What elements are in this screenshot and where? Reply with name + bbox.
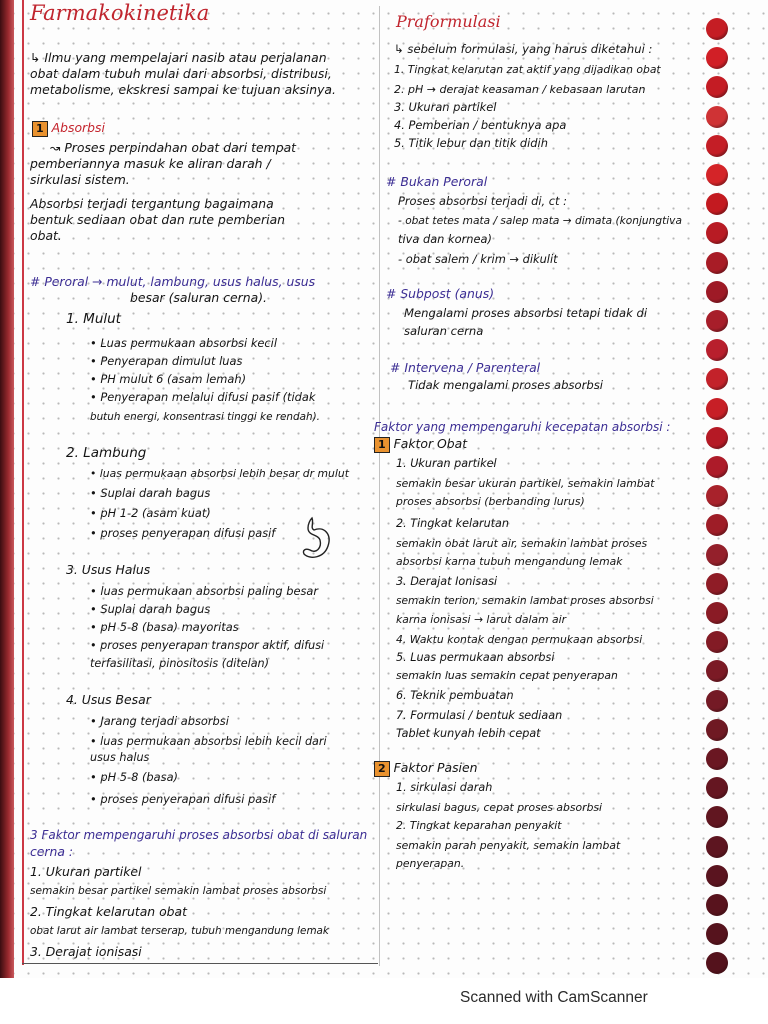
usus-halus-item: • Suplai darah bagus	[90, 602, 211, 616]
praformulasi-title: Praformulasi	[396, 12, 501, 31]
faktor3-line: 3. Derajat ionisasi	[30, 944, 142, 959]
lambung-item: • Suplai darah bagus	[90, 486, 211, 500]
faktor-obat-line: 1. Ukuran partikel	[396, 457, 497, 470]
faktor3-line: obat larut air lambat terserap, tubuh mengandung lemak	[30, 925, 329, 937]
absorbsi-line: sirkulasi sistem.	[30, 172, 130, 187]
binding-dot	[706, 836, 728, 858]
faktor-obat-line: 7. Formulasi / bentuk sediaan	[396, 709, 563, 722]
faktor-obat-line: 2. Tingkat kelarutan	[396, 517, 509, 530]
mulut-item: • Penyerapan melalui difusi pasif (tidak	[90, 390, 316, 404]
absorbsi-line: bentuk sediaan obat dan rute pemberian	[30, 212, 286, 227]
binding-dot	[706, 310, 728, 332]
usus-besar-item: • pH 5-8 (basa)	[90, 770, 178, 784]
page-binding-edge	[0, 0, 14, 978]
usus-besar-item: • luas permukaan absorbsi lebih kecil dari	[90, 735, 327, 748]
section-number-badge: 2	[374, 761, 390, 777]
usus-besar-title: 4. Usus Besar	[66, 692, 151, 707]
faktor-obat-line: absorbsi karna tubuh mengandung lemak	[396, 555, 623, 568]
lambung-title: 2. Lambung	[66, 445, 147, 461]
faktor-obat-line: 3. Derajat Ionisasi	[396, 575, 498, 588]
faktor-pasien-line: sirkulasi bagus, cepat proses absorbsi	[396, 801, 603, 814]
intro-line: metabolisme, ekskresi sampai ke tujuan aksinya.	[30, 82, 336, 97]
intro-line: ↳ Ilmu yang mempelajari nasib atau perjalanan	[30, 50, 327, 65]
mulut-title: 1. Mulut	[66, 311, 121, 327]
bukan-peroral-line: - obat tetes mata / salep mata → dimata (konjungtiva	[398, 215, 682, 227]
peroral-heading: # Peroral → mulut, lambung, usus halus, usus	[30, 274, 316, 289]
binding-dot	[706, 573, 728, 595]
faktor-obat-line: 4. Waktu kontak dengan permukaan absorbsi	[396, 633, 643, 646]
praformulasi-line: 2. pH → derajat keasaman / kebasaan larutan	[394, 83, 646, 96]
absorbsi-line: Absorbsi terjadi tergantung bagaimana	[30, 196, 274, 211]
faktor-obat-title: Faktor Obat	[393, 436, 468, 451]
subpost-line: Mengalami proses absorbsi tetapi tidak di	[404, 306, 648, 320]
bukan-peroral-line: tiva dan kornea)	[398, 232, 492, 246]
margin-rule	[22, 0, 24, 965]
absorbsi-title: Absorbsi	[51, 120, 105, 135]
faktor-pasien-line: penyerapan.	[396, 857, 465, 870]
bottom-rule	[22, 963, 378, 964]
binding-dot	[706, 660, 728, 682]
praformulasi-line: 3. Ukuran partikel	[394, 100, 497, 114]
mulut-item: • PH mulut 6 (asam lemah)	[90, 372, 247, 386]
faktor-obat-line: karna ionisasi → larut dalam air	[396, 613, 567, 626]
section-number-badge: 1	[32, 121, 48, 137]
faktor3-line: 2. Tingkat kelarutan obat	[30, 904, 187, 919]
usus-halus-item: • luas permukaan absorbsi paling besar	[90, 584, 319, 598]
praformulasi-line: 5. Titik lebur dan titik didih	[394, 136, 548, 150]
faktor-obat-heading	[374, 436, 467, 453]
usus-besar-item: • Jarang terjadi absorbsi	[90, 714, 229, 728]
faktor3-line: 1. Ukuran partikel	[30, 864, 142, 879]
lambung-item: • pH 1-2 (asam kuat)	[90, 506, 211, 520]
intro-line: obat dalam tubuh mulai dari absorbsi, distribusi,	[30, 66, 332, 81]
binding-dot	[706, 952, 728, 974]
binding-dot	[706, 514, 728, 536]
faktor-obat-line: proses absorbsi (berbanding lurus)	[396, 495, 585, 508]
center-divider	[379, 6, 380, 966]
usus-halus-item: terfasilitasi, pinositosis (ditelan)	[90, 657, 270, 670]
binding-dot	[706, 18, 728, 40]
binding-dot	[706, 281, 728, 303]
intervena-heading: # Intervena / Parenteral	[390, 360, 541, 375]
faktor3-heading-cont: cerna :	[30, 844, 74, 859]
binding-dot	[706, 719, 728, 741]
usus-halus-title: 3. Usus Halus	[66, 562, 151, 577]
absorbsi-heading	[32, 120, 105, 137]
faktor3-heading: 3 Faktor mempengaruhi proses absorbsi obat di saluran	[30, 828, 368, 842]
faktor-pasien-line: semakin parah penyakit, semakin lambat	[396, 839, 621, 852]
faktor-obat-line: 5. Luas permukaan absorbsi	[396, 651, 555, 664]
bukan-peroral-heading: # Bukan Peroral	[386, 174, 488, 189]
lambung-item: • proses penyerapan difusi pasif	[90, 526, 276, 540]
absorbsi-line: obat.	[30, 228, 62, 243]
binding-dot	[706, 631, 728, 653]
faktor-pasien-title: Faktor Pasien	[393, 760, 478, 775]
usus-besar-item: usus halus	[90, 751, 150, 764]
binding-dot	[706, 252, 728, 274]
binding-dot	[706, 164, 728, 186]
binding-dot	[706, 894, 728, 916]
binding-dot	[706, 47, 728, 69]
binding-dot	[706, 427, 728, 449]
binding-dot	[706, 106, 728, 128]
faktor-obat-line: semakin terion, semakin lambat proses absorbsi	[396, 595, 654, 607]
praformulasi-line: 1. Tingkat kelarutan zat aktif yang dijadikan obat	[394, 63, 661, 76]
faktor-pasien-heading	[374, 760, 477, 777]
usus-besar-item: • proses penyerapan difusi pasif	[90, 792, 276, 806]
binding-dot	[706, 923, 728, 945]
faktor-pasien-line: 2. Tingkat keparahan penyakit	[396, 819, 562, 832]
faktor-kecepatan-heading: Faktor yang mempengaruhi kecepatan absorbsi :	[374, 420, 671, 434]
binding-dot	[706, 368, 728, 390]
praformulasi-line: ↳ sebelum formulasi, yang harus diketahui :	[394, 42, 653, 56]
binding-dot	[706, 485, 728, 507]
praformulasi-line: 4. Pemberian / bentuknya apa	[394, 118, 567, 132]
faktor-obat-line: semakin besar ukuran partikel, semakin lambat	[396, 477, 655, 490]
binding-dot	[706, 398, 728, 420]
binding-dot	[706, 748, 728, 770]
faktor-obat-line: Tablet kunyah lebih cepat	[396, 727, 541, 740]
binding-dot	[706, 135, 728, 157]
bukan-peroral-line: Proses absorbsi terjadi di, ct :	[398, 194, 567, 208]
scanner-watermark: Scanned with CamScanner	[460, 989, 648, 1006]
binding-dot	[706, 456, 728, 478]
mulut-item: butuh energi, konsentrasi tinggi ke rendah).	[90, 411, 320, 423]
binding-dot	[706, 777, 728, 799]
intervena-line: Tidak mengalami proses absorbsi	[408, 378, 604, 392]
peroral-heading-cont: besar (saluran cerna).	[130, 290, 267, 305]
binding-dot	[706, 865, 728, 887]
faktor-pasien-line: 1. sirkulasi darah	[396, 781, 493, 794]
faktor-obat-line: semakin obat larut air, semakin lambat proses	[396, 537, 648, 550]
lambung-item: • luas permukaan absorbsi lebih besar dr mulut	[90, 467, 349, 480]
binding-dot	[706, 544, 728, 566]
binding-dots	[706, 18, 740, 978]
binding-dot	[706, 690, 728, 712]
absorbsi-line: pemberiannya masuk ke aliran darah /	[30, 156, 271, 171]
usus-halus-item: • pH 5-8 (basa) mayoritas	[90, 620, 239, 634]
binding-dot	[706, 76, 728, 98]
faktor-obat-line: semakin luas semakin cepat penyerapan	[396, 669, 618, 682]
faktor3-line: semakin besar partikel semakin lambat proses absorbsi	[30, 885, 327, 897]
usus-halus-item: • proses penyerapan transpor aktif, difusi	[90, 639, 325, 652]
binding-dot	[706, 222, 728, 244]
binding-dot	[706, 339, 728, 361]
absorbsi-line: ↝ Proses perpindahan obat dari tempat	[50, 140, 297, 155]
section-number-badge: 1	[374, 437, 390, 453]
bukan-peroral-line: - obat salem / krim → dikulit	[398, 252, 558, 266]
mulut-item: • Penyerapan dimulut luas	[90, 354, 243, 368]
binding-dot	[706, 193, 728, 215]
page-title: Farmakokinetika	[30, 1, 210, 25]
stomach-sketch-icon	[300, 516, 334, 562]
binding-dot	[706, 602, 728, 624]
subpost-line: saluran cerna	[404, 324, 484, 338]
subpost-heading: # Subpost (anus)	[386, 286, 495, 301]
binding-dot	[706, 806, 728, 828]
mulut-item: • Luas permukaan absorbsi kecil	[90, 336, 278, 350]
faktor-obat-line: 6. Teknik pembuatan	[396, 689, 514, 702]
